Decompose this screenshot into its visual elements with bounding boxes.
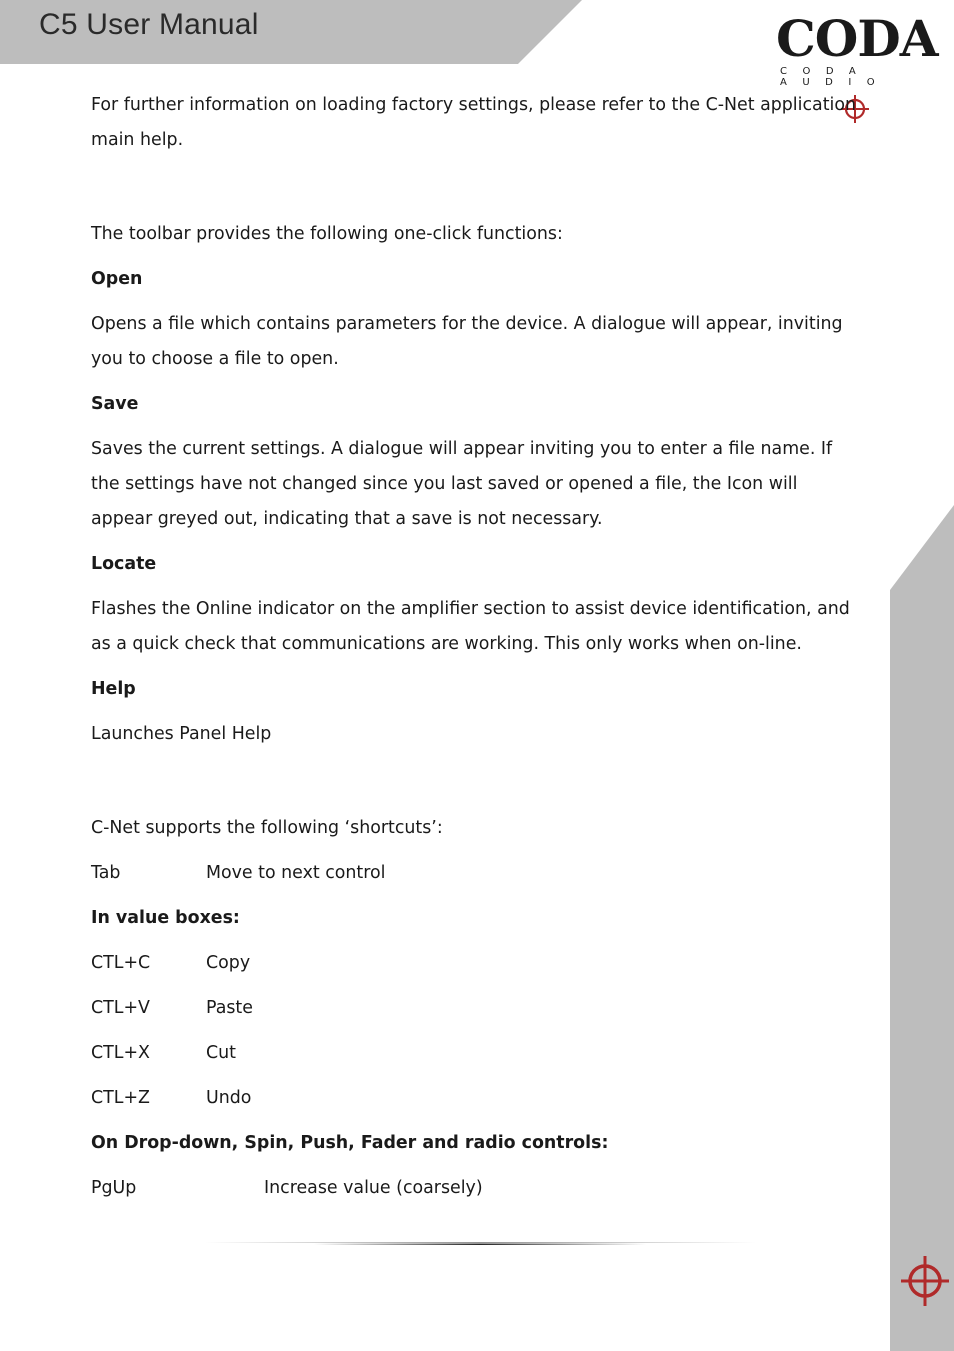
shortcut-row bbox=[91, 1081, 863, 1116]
shortcut-action: Undo bbox=[206, 1088, 252, 1108]
intro-paragraph: For further information on loading factory settings, please refer to the C-Net application main help. bbox=[91, 95, 857, 150]
shortcut-action: Move to next control bbox=[206, 863, 386, 883]
controls-heading: On Drop-down, Spin, Push, Fader and radio controls: bbox=[91, 1133, 609, 1153]
side-band bbox=[890, 505, 954, 1351]
shortcut-key: Tab bbox=[91, 863, 121, 883]
shortcut-key: CTL+Z bbox=[91, 1088, 150, 1108]
shortcut-row bbox=[91, 946, 863, 981]
shortcut-key: CTL+X bbox=[91, 1043, 150, 1063]
section-heading-open: Open bbox=[91, 269, 143, 289]
shortcut-action: Copy bbox=[206, 953, 251, 973]
toolbar-intro: The toolbar provides the following one-click functions: bbox=[91, 224, 563, 244]
shortcut-row bbox=[91, 856, 863, 891]
footer-divider bbox=[204, 1242, 756, 1246]
section-text-locate: Flashes the Online indicator on the amplifier section to assist device identification, and as a quick check that communications are working. This only works when on-line. bbox=[91, 599, 850, 654]
section-heading-save: Save bbox=[91, 394, 139, 414]
shortcut-key: PgUp bbox=[91, 1178, 137, 1198]
shortcut-row bbox=[91, 991, 863, 1026]
section-heading-help: Help bbox=[91, 679, 136, 699]
value-boxes-heading: In value boxes: bbox=[91, 908, 240, 928]
shortcut-row bbox=[91, 1036, 863, 1071]
coda-logo: CODA bbox=[776, 9, 938, 68]
shortcut-action: Increase value (coarsely) bbox=[264, 1178, 483, 1198]
page-content bbox=[91, 88, 863, 1206]
section-text-open: Opens a file which contains parameters for the device. A dialogue will appear, inviting you to choose a file to open. bbox=[91, 314, 843, 369]
section-text-help: Launches Panel Help bbox=[91, 724, 272, 744]
shortcut-key: CTL+V bbox=[91, 998, 150, 1018]
section-text-save: Saves the current settings. A dialogue will appear inviting you to enter a file name. If the settings have not changed since you last saved or opened a file, the Icon will appear greyed out, indicating that a save is not necessary. bbox=[91, 439, 833, 529]
manual-title: C5 User Manual bbox=[39, 8, 259, 41]
phase-circle-icon bbox=[901, 1254, 949, 1308]
shortcut-action: Paste bbox=[206, 998, 253, 1018]
shortcut-row bbox=[91, 1171, 863, 1206]
shortcut-key: CTL+C bbox=[91, 953, 151, 973]
shortcut-action: Cut bbox=[206, 1043, 236, 1063]
coda-logo-subtext: CODA AUDIO bbox=[780, 66, 891, 88]
section-heading-locate: Locate bbox=[91, 554, 157, 574]
shortcuts-intro: C-Net supports the following ‘shortcuts’: bbox=[91, 818, 443, 838]
